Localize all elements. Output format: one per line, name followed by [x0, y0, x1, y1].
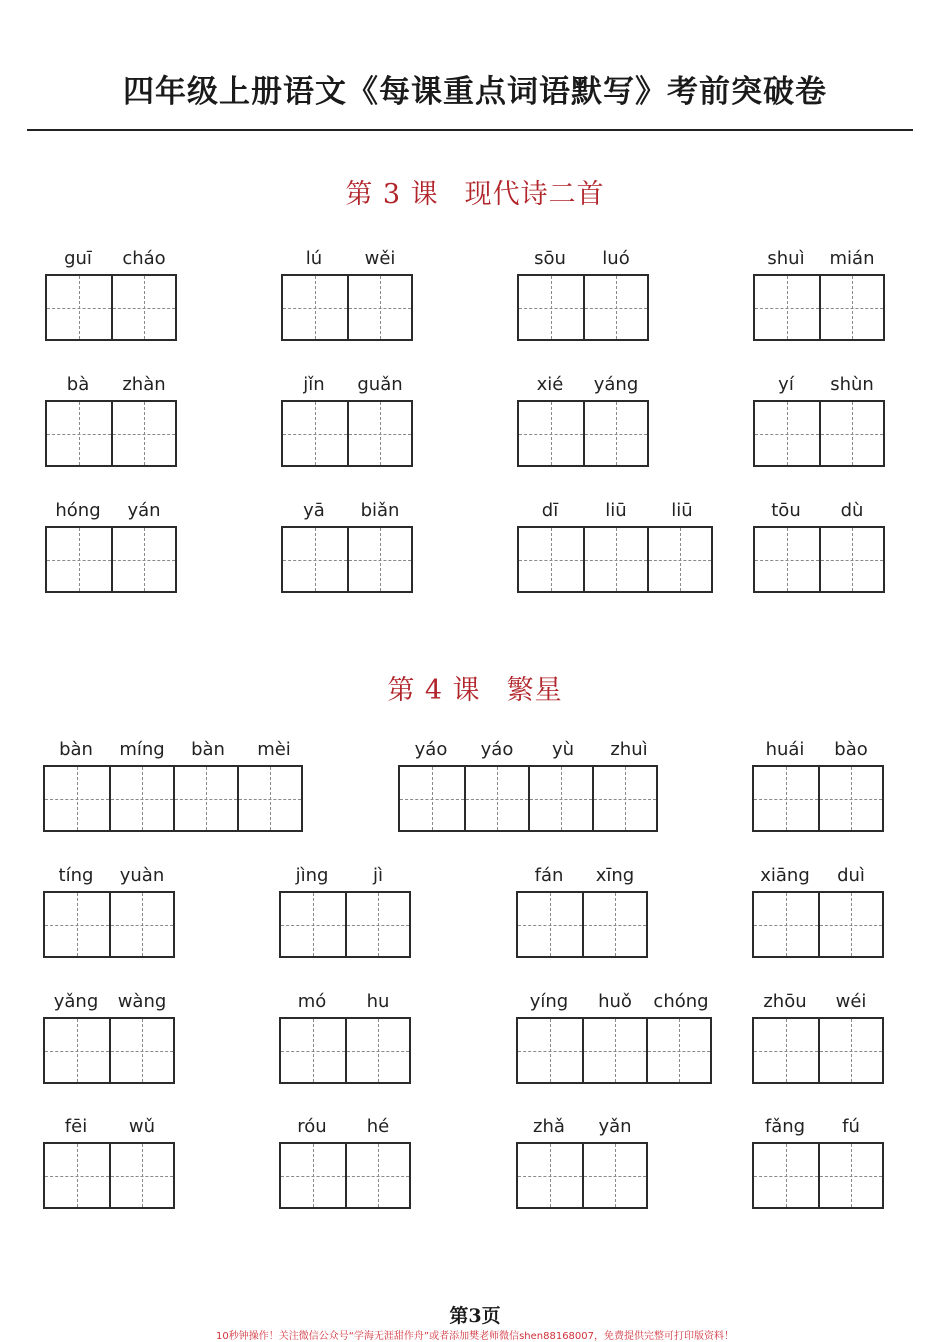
writing-cell[interactable]: [819, 276, 883, 339]
tianzige-boxes: [753, 274, 885, 341]
tianzige-boxes: [752, 765, 884, 832]
writing-cell[interactable]: [583, 276, 647, 339]
tianzige-boxes: [279, 891, 411, 958]
lesson-4-name: 繁星: [506, 675, 563, 706]
pinyin-label: fán: [534, 865, 564, 886]
writing-cell[interactable]: [345, 1144, 409, 1207]
pinyin-label: jìng: [295, 865, 329, 886]
pinyin-label: hu: [366, 991, 390, 1012]
writing-cell[interactable]: [518, 1144, 582, 1207]
writing-cell[interactable]: [283, 528, 347, 591]
writing-cell[interactable]: [518, 893, 582, 956]
pinyin-label: zhǎ: [533, 1116, 565, 1137]
writing-cell[interactable]: [528, 767, 592, 830]
tianzige-boxes: [43, 1142, 175, 1209]
pinyin-label: yáo: [414, 739, 448, 760]
pinyin-label: bà: [66, 374, 90, 395]
writing-cell[interactable]: [111, 402, 175, 465]
tianzige-boxes: [516, 1142, 648, 1209]
pinyin-label: míng: [119, 739, 165, 760]
writing-cell[interactable]: [754, 1144, 818, 1207]
writing-cell[interactable]: [755, 402, 819, 465]
pinyin-label: bàn: [59, 739, 93, 760]
title-divider: [27, 129, 913, 131]
writing-cell[interactable]: [45, 893, 109, 956]
writing-cell[interactable]: [754, 1019, 818, 1082]
writing-cell[interactable]: [582, 1019, 646, 1082]
tianzige-boxes: [281, 526, 413, 593]
tianzige-boxes: [752, 891, 884, 958]
pinyin-label: fú: [842, 1116, 860, 1137]
pinyin-label: sōu: [534, 248, 566, 269]
pinyin-label: bào: [834, 739, 868, 760]
pinyin-label: hóng: [55, 500, 101, 521]
pinyin-label: tíng: [58, 865, 94, 886]
pinyin-label: lú: [305, 248, 323, 269]
tianzige-boxes: [752, 1142, 884, 1209]
pinyin-label: tōu: [771, 500, 801, 521]
writing-cell[interactable]: [347, 276, 411, 339]
writing-cell[interactable]: [582, 893, 646, 956]
footer-notice: 10秒钟操作！关注微信公众号“学海无涯甜作舟”或者添加樊老师微信shen88168007，免费提供完整可打印版资料！: [215, 1331, 735, 1342]
tianzige-boxes: [281, 400, 413, 467]
tianzige-boxes: [45, 400, 177, 467]
writing-cell[interactable]: [347, 402, 411, 465]
writing-cell[interactable]: [646, 1019, 710, 1082]
lesson-3-label: 第 3 课: [345, 179, 439, 210]
pinyin-label: xié: [536, 374, 564, 395]
pinyin-label: yíng: [529, 991, 569, 1012]
tianzige-boxes: [753, 400, 885, 467]
pinyin-label: hé: [366, 1116, 390, 1137]
pinyin-label: duì: [837, 865, 865, 886]
writing-cell[interactable]: [111, 276, 175, 339]
tianzige-boxes: [45, 526, 177, 593]
pinyin-label: yí: [778, 374, 794, 395]
pinyin-label: dù: [840, 500, 864, 521]
tianzige-boxes: [279, 1142, 411, 1209]
pinyin-label: yáo: [480, 739, 514, 760]
writing-cell[interactable]: [818, 893, 882, 956]
pinyin-label: yù: [551, 739, 575, 760]
writing-cell[interactable]: [519, 276, 583, 339]
pinyin-label: yǎn: [598, 1116, 632, 1137]
writing-cell[interactable]: [173, 767, 237, 830]
pinyin-label: bàn: [191, 739, 225, 760]
writing-cell[interactable]: [755, 276, 819, 339]
pinyin-label: jǐn: [303, 374, 325, 395]
pinyin-label: wéi: [835, 991, 867, 1012]
writing-cell[interactable]: [45, 1019, 109, 1082]
pinyin-label: jì: [372, 865, 383, 886]
pinyin-label: yuàn: [119, 865, 165, 886]
pinyin-label: yán: [127, 500, 161, 521]
pinyin-label: fēi: [64, 1116, 88, 1137]
writing-cell[interactable]: [109, 893, 173, 956]
lesson-4-heading: [0, 668, 950, 707]
pinyin-label: róu: [297, 1116, 327, 1137]
pinyin-label: xīng: [595, 865, 635, 886]
writing-cell[interactable]: [647, 528, 711, 591]
writing-cell[interactable]: [519, 528, 583, 591]
tianzige-boxes: [43, 1017, 175, 1084]
pinyin-label: fǎng: [764, 1116, 806, 1137]
writing-cell[interactable]: [109, 1144, 173, 1207]
writing-cell[interactable]: [109, 767, 173, 830]
writing-cell[interactable]: [518, 1019, 582, 1082]
pinyin-label: mián: [829, 248, 875, 269]
pinyin-label: guī: [64, 248, 92, 269]
writing-cell[interactable]: [109, 1019, 173, 1082]
tianzige-boxes: [753, 526, 885, 593]
pinyin-label: wěi: [364, 248, 396, 269]
writing-cell[interactable]: [400, 767, 464, 830]
page-number: 第3页: [449, 1305, 501, 1327]
pinyin-label: chóng: [653, 991, 709, 1012]
pinyin-label: shuì: [767, 248, 805, 269]
tianzige-boxes: [43, 765, 303, 832]
pinyin-label: zhàn: [122, 374, 166, 395]
pinyin-label: zhuì: [610, 739, 648, 760]
writing-cell[interactable]: [45, 1144, 109, 1207]
pinyin-label: liū: [605, 500, 627, 521]
writing-cell[interactable]: [237, 767, 301, 830]
pinyin-label: huǒ: [598, 991, 632, 1012]
tianzige-boxes: [517, 526, 713, 593]
tianzige-boxes: [517, 274, 649, 341]
writing-cell[interactable]: [47, 528, 111, 591]
writing-cell[interactable]: [819, 528, 883, 591]
tianzige-boxes: [43, 891, 175, 958]
pinyin-label: shùn: [830, 374, 874, 395]
pinyin-label: yáng: [593, 374, 639, 395]
page-title: 四年级上册语文《每课重点词语默写》考前突破卷: [123, 74, 827, 110]
pinyin-label: biǎn: [360, 500, 400, 521]
writing-cell[interactable]: [592, 767, 656, 830]
pinyin-label: yā: [303, 500, 325, 521]
tianzige-boxes: [45, 274, 177, 341]
writing-cell[interactable]: [281, 1019, 345, 1082]
pinyin-label: mó: [297, 991, 327, 1012]
tianzige-boxes: [281, 274, 413, 341]
writing-cell[interactable]: [283, 276, 347, 339]
writing-cell[interactable]: [345, 1019, 409, 1082]
writing-cell[interactable]: [818, 767, 882, 830]
pinyin-label: cháo: [122, 248, 166, 269]
writing-cell[interactable]: [755, 528, 819, 591]
writing-cell[interactable]: [347, 528, 411, 591]
tianzige-boxes: [516, 891, 648, 958]
pinyin-label: mèi: [257, 739, 291, 760]
writing-cell[interactable]: [281, 1144, 345, 1207]
lesson-3-heading: [0, 172, 950, 211]
pinyin-label: zhōu: [763, 991, 807, 1012]
writing-cell[interactable]: [345, 893, 409, 956]
writing-cell[interactable]: [583, 402, 647, 465]
lesson-3-name: 现代诗二首: [464, 179, 605, 210]
writing-cell[interactable]: [45, 767, 109, 830]
writing-cell[interactable]: [583, 528, 647, 591]
pinyin-label: yǎng: [53, 991, 99, 1012]
pinyin-label: dī: [541, 500, 559, 521]
pinyin-label: xiāng: [760, 865, 810, 886]
pinyin-label: wǔ: [128, 1116, 156, 1137]
lesson-4-label: 第 4 课: [387, 675, 481, 706]
tianzige-boxes: [752, 1017, 884, 1084]
writing-cell[interactable]: [754, 893, 818, 956]
writing-cell[interactable]: [754, 767, 818, 830]
writing-cell[interactable]: [47, 402, 111, 465]
writing-cell[interactable]: [519, 402, 583, 465]
writing-cell[interactable]: [582, 1144, 646, 1207]
writing-cell[interactable]: [818, 1144, 882, 1207]
pinyin-label: guǎn: [357, 374, 403, 395]
pinyin-label: liū: [671, 500, 693, 521]
tianzige-boxes: [279, 1017, 411, 1084]
writing-cell[interactable]: [819, 402, 883, 465]
writing-cell[interactable]: [464, 767, 528, 830]
writing-cell[interactable]: [47, 276, 111, 339]
pinyin-label: huái: [765, 739, 805, 760]
tianzige-boxes: [517, 400, 649, 467]
writing-cell[interactable]: [818, 1019, 882, 1082]
tianzige-boxes: [516, 1017, 712, 1084]
pinyin-label: luó: [602, 248, 630, 269]
writing-cell[interactable]: [281, 893, 345, 956]
writing-cell[interactable]: [111, 528, 175, 591]
tianzige-boxes: [398, 765, 658, 832]
pinyin-label: wàng: [117, 991, 167, 1012]
writing-cell[interactable]: [283, 402, 347, 465]
